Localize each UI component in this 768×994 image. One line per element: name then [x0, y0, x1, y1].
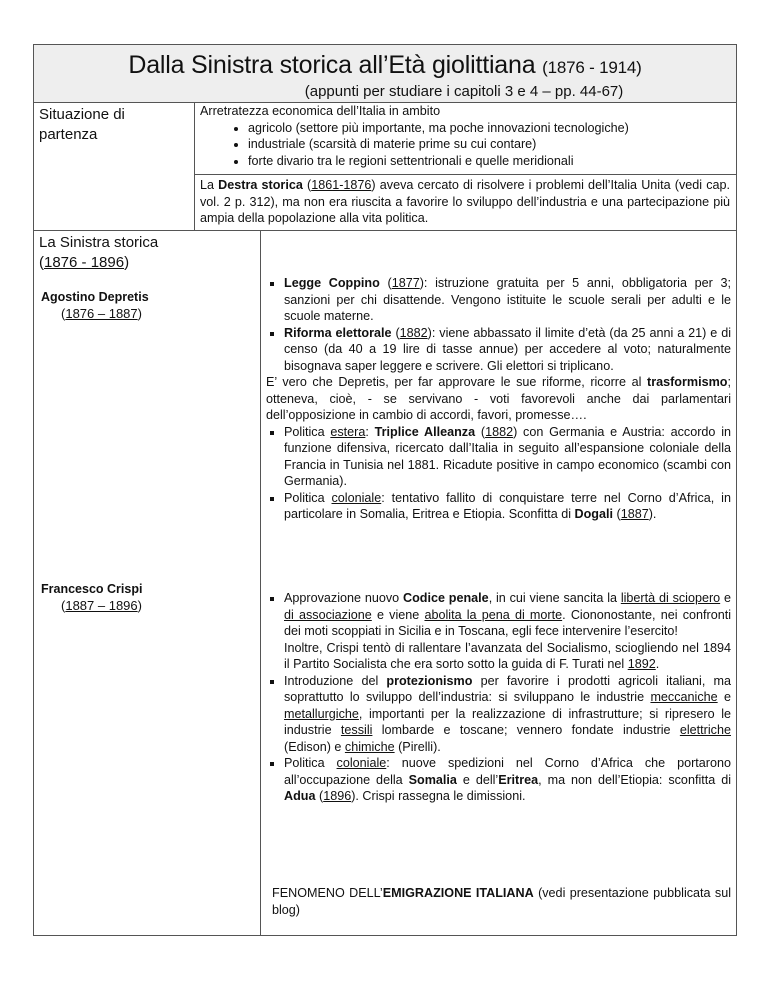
list-item: ▪ Politica estera: Triplice Alleanza (1882) con Germania e Austria: accordo in funzione difensiva, ricercato dall’Italia in seguito all’espansione coloniale della Francia in Tunisia nel 1881. Ricadute positive in campo economico (scambi con Germania).	[284, 424, 731, 490]
text: ) con Germania e Austria: accordo in funzione difensiva, ricercato dall’Italia in seguito all’espansione coloniale della Francia in Tunisia nel 1881. Ricadute positive in campo economico (scambi con Germania).	[284, 424, 731, 488]
underlined: meccaniche	[650, 690, 718, 704]
term: protezionismo	[386, 673, 473, 688]
label-line: partenza	[39, 126, 98, 143]
bullet-list	[200, 120, 730, 170]
term: Codice penale	[402, 591, 489, 605]
dates-text: 1887 – 1896	[65, 597, 138, 613]
underlined: elettriche	[679, 723, 731, 737]
text: Politica	[284, 756, 337, 770]
text: FENOMENO DELL’	[272, 886, 383, 900]
year: 1896	[323, 789, 352, 803]
label-line: Situazione di	[39, 106, 125, 123]
section-label: La Sinistra storica	[39, 234, 159, 251]
title-dates: (1876 - 1914)	[542, 58, 642, 77]
text: ): istruzione gratuita per 5 anni, obbligatoria per 3; sanzioni per chi disattende. Vengono istituite le scuole serali per adulti e le scuole materne.	[284, 276, 731, 323]
depretis-label	[41, 289, 149, 322]
text: , in cui viene sancita la	[488, 591, 621, 605]
underlined: estera	[330, 424, 366, 439]
text: e	[720, 591, 731, 605]
text: Politica	[284, 424, 331, 439]
text: Inoltre, Crispi tentò di rallentare l’avanzata del Socialismo, sciogliendo nel 1894 il Partito Socialista che era sorto sotto la guida di F. Turati nel	[284, 640, 731, 671]
text: e viene	[371, 607, 425, 622]
term: Eritrea	[498, 772, 539, 787]
text: ): viene abbassato il limite d’età (da 25 anni a 21) e di censo (da 40 a 19 lire di tasse annue) per accedere al voto; naturalmente bisognava saper leggere e scrivere. Gli elettori si triplicano.	[284, 325, 732, 373]
text: per favorire i prodotti agricoli italiani, ma soprattutto lo sviluppo dell’industria: si sviluppano le industrie	[284, 673, 731, 704]
text: Approvazione nuovo	[284, 591, 403, 605]
term: EMIGRAZIONE ITALIANA	[382, 886, 534, 900]
page-subtitle: (appunti per studiare i capitoli 3 e 4 – pp. 44-67)	[304, 83, 624, 100]
destra-dates: 1861-1876	[311, 178, 372, 192]
text: ). Crispi rassegna le dimissioni.	[351, 789, 526, 803]
term: Legge Coppino	[284, 276, 380, 290]
underlined: tessili	[340, 723, 373, 737]
page-title	[34, 51, 736, 80]
term: Somalia	[408, 772, 457, 787]
partenza-content	[200, 103, 730, 169]
destra-paragraph	[200, 177, 730, 227]
text: (Pirelli).	[394, 739, 441, 754]
person-name: Agostino Depretis	[41, 290, 149, 304]
underlined: di associazione	[284, 607, 372, 622]
list-item: • industriale (scarsità di materie prime su cui contare)	[248, 136, 730, 153]
document-table	[33, 44, 737, 936]
dates-text: 1876 – 1887	[65, 305, 138, 321]
text: : nuove spedizioni nel Corno d’Africa che portarono all’occupazione della	[284, 756, 731, 787]
text: e dell’	[456, 772, 499, 787]
year: 1882	[399, 325, 428, 340]
list-item: ▪ Politica coloniale: tentativo fallito di conquistare terre nel Corno d’Africa, in particolare in Somalia, Eritrea e Etiopia. Sconfitta di Dogali (1887).	[284, 490, 731, 523]
text: , importanti per la realizzazione di infrastrutture; si ripresero le industrie	[284, 706, 731, 737]
text: Introduzione del	[284, 673, 387, 688]
divider	[34, 230, 736, 231]
text: Politica	[284, 490, 332, 505]
list-item: ▪ Legge Coppino (1877): istruzione gratuita per 5 anni, obbligatoria per 3; sanzioni per chi disattende. Vengono istituite le scuole serali per adulti e le scuole materne.	[284, 275, 731, 325]
term: trasformismo	[647, 375, 728, 389]
emigrazione-paragraph	[272, 885, 731, 918]
text: lombarde e toscane; vennero fondate industrie	[372, 723, 680, 737]
crispi-content	[266, 590, 731, 805]
dates-text: 1876 - 1896	[44, 254, 125, 271]
term: Triplice Alleanza	[374, 424, 476, 439]
text: . Ciononostante, nei confronti dei moti scoppiati in Sicilia e in Toscana, egli fece intervenire l’esercito!	[284, 607, 732, 638]
section-dates: (1876 - 1896)	[39, 254, 130, 271]
term: Dogali	[574, 507, 613, 521]
person-name: Francesco Crispi	[41, 582, 143, 596]
list-item	[284, 673, 731, 756]
person-dates: (1887 – 1896)	[61, 597, 142, 613]
title-text: Dalla Sinistra storica all’Età giolittiana	[128, 51, 536, 79]
crispi-label	[41, 581, 142, 614]
list-item: • agricolo (settore più importante, ma poche innovazioni tecnologiche)	[248, 120, 730, 137]
term: Adua	[284, 789, 316, 803]
person-dates: (1876 – 1887)	[61, 305, 142, 321]
text: E’ vero che Depretis, per far approvare le sue riforme, ricorre al	[266, 375, 648, 389]
text: (vedi presentazione pubblicata sul blog)	[272, 886, 731, 917]
year: 1887	[620, 507, 649, 521]
text: e	[717, 690, 731, 704]
list-item: ▪ Riforma elettorale (1882): viene abbassato il limite d’età (da 25 anni a 21) e di censo (da 40 a 19 lire di tasse annue) per accedere al voto; naturalmente bisognava saper leggere e scrivere. Gli elettori si triplicano.	[284, 325, 731, 375]
list-item: ▪ Politica coloniale: nuove spedizioni nel Corno d’Africa che portarono all’occupazione della Somalia e dell’Eritrea, ma non dell’Etiopia: sconfitta di Adua (1896). Crispi rassegna le dimissioni.	[284, 755, 731, 805]
row-label-sinistra	[39, 233, 158, 273]
year: 1882	[485, 424, 514, 439]
text: : tentativo fallito di conquistare terre nel Corno d’Africa, in particolare in Somalia, Eritrea e Etiopia. Sconfitta di	[284, 490, 731, 521]
divider	[194, 174, 736, 175]
underlined: metallurgiche	[284, 706, 359, 721]
underlined: chimiche	[344, 739, 395, 754]
text: (	[302, 178, 312, 192]
depretis-content	[266, 275, 731, 523]
term: Riforma elettorale	[284, 325, 392, 340]
trasformismo-paragraph	[266, 374, 731, 424]
underlined: abolita la pena di morte	[424, 607, 563, 622]
text: :	[365, 424, 375, 439]
text: (Edison) e	[284, 739, 345, 754]
destra-term: Destra storica	[218, 178, 303, 192]
bullet-list	[266, 590, 731, 805]
text: La	[200, 178, 219, 192]
intro-text: Arretratezza economica dell’Italia in ambito	[200, 104, 441, 118]
divider	[260, 230, 261, 935]
year: 1892	[627, 657, 656, 671]
underlined: coloniale	[336, 756, 387, 770]
underlined: coloniale	[331, 490, 382, 505]
list-item: • forte divario tra le regioni settentrionali e quelle meridionali	[248, 153, 730, 170]
year: 1877	[391, 276, 420, 290]
underlined: libertà di sciopero	[620, 591, 721, 605]
row-label-partenza	[39, 105, 125, 145]
bullet-list	[266, 275, 731, 374]
text: ; otteneva, cioè, - se servivano - voti favorevoli anche dai parlamentari dell’opposizione in cambio di accordi, favori, promesse….	[266, 375, 731, 422]
text: , ma non dell’Etiopia: sconfitta di	[538, 772, 731, 787]
divider	[194, 102, 195, 230]
text: ) aveva cercato di risolvere i problemi dell’Italia Unita (vedi cap. vol. 2 p. 312), ma non era riuscita a favorire lo sviluppo dell’industria e una partecipazione più ampia della popolazione alla vita politica.	[200, 178, 731, 225]
list-item: ▪ Approvazione nuovo Codice penale, in cui viene sancita la libertà di sciopero e di associazione e viene abolita la pena di morte. Ciononostante, nei confronti dei moti scoppiati in Sicilia e in Toscana, egli fece intervenire l’esercito! Inoltre, Crispi tentò di rallentare l’avanzata del Socialismo, sciogliendo nel 1894 il Partito Socialista che era sorto sotto la guida di F. Turati nel 1892.	[284, 590, 731, 673]
bullet-list	[266, 424, 731, 523]
